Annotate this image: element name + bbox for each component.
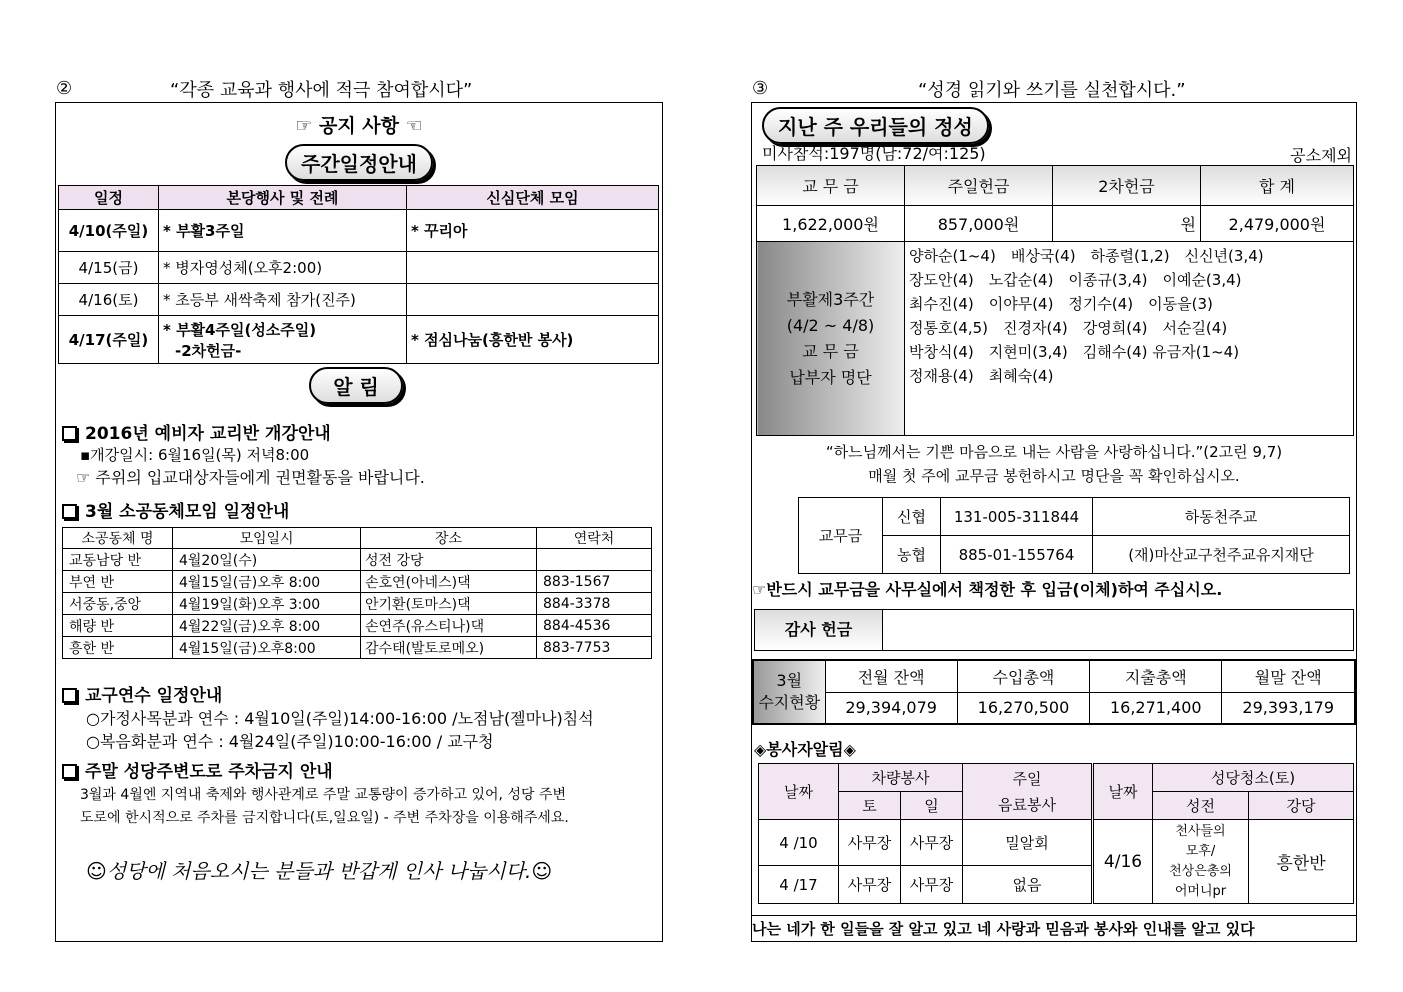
volunteer-table [758, 763, 1354, 904]
vol-drink-header [963, 764, 1093, 820]
section-line: 3월과 4월엔 지역내 축제와 행사관계로 주말 교통량이 증가하고 있어, 성당 주변 [80, 787, 567, 803]
vol-date: 4 /17 [759, 866, 839, 904]
right-panel [751, 102, 1357, 942]
schedule-header: 일정 [59, 186, 159, 210]
finance-header: 수입총액 [957, 660, 1089, 692]
offering-title: 지난 주 우리들의 정성 [762, 107, 989, 144]
community-cell: 감수태(발토로메오) [361, 637, 537, 659]
community-cell: 서중동,중앙 [63, 593, 173, 615]
schedule-date: 4/15(금) [59, 252, 159, 284]
schedule-event-line: -2차헌금- [175, 341, 242, 360]
scripture-quote: “하느님께서는 기쁜 마음으로 내는 사람을 사랑하십니다.”(2고린 9,7) [825, 443, 1283, 461]
thanks-offering-box [754, 609, 1354, 651]
schedule-event-line: * 부활4주일(성소주일) [163, 320, 317, 339]
vol-clean-main-line: 천사들의 [1175, 823, 1226, 839]
thanks-offering-label: 감사 헌금 [755, 610, 883, 650]
bank-account: 885-01-155764 [941, 536, 1093, 574]
donor-line: 박창식(4) 지현미(3,4) 김해수(4) 유금자(1~4) [909, 343, 1240, 361]
community-cell [537, 549, 652, 571]
community-header: 연락처 [537, 528, 652, 549]
section-community-title [62, 497, 289, 522]
bank-account: 131-005-311844 [941, 498, 1093, 536]
donor-label-line: 교 무 금 [802, 341, 859, 361]
vol-drink-header-line: 음료봉사 [998, 795, 1056, 814]
community-cell: 성전 강당 [361, 549, 537, 571]
schedule-group: * 꾸리아 [407, 210, 659, 252]
finance-value: 29,394,079 [825, 692, 957, 724]
vol-car-header: 차량봉사 [839, 764, 963, 792]
vol-clean-main-line: 모후/ [1185, 843, 1216, 859]
vol-drink: 없음 [963, 866, 1093, 904]
community-cell: 손연주(유스티나)댁 [361, 615, 537, 637]
vol-clean-date: 4/16 [1093, 820, 1153, 904]
finance-header: 월말 잔액 [1222, 660, 1355, 692]
vol-sun: 사무장 [901, 866, 963, 904]
bank-note: ☞반드시 교무금을 사무실에서 책정한 후 입금(이체)하여 주십시오. [752, 580, 1223, 599]
offering-header: 주일헌금 [905, 166, 1053, 206]
right-motto: “성경 읽기와 쓰기를 실천합시다.” [918, 80, 1186, 101]
offering-table [756, 165, 1354, 436]
schedule-event: * 부활3주일 [159, 210, 407, 252]
community-cell: 4월19일(화)오후 3:00 [173, 593, 361, 615]
offering-header: 2차헌금 [1053, 166, 1201, 206]
community-cell: 4월20일(수) [173, 549, 361, 571]
vol-sat: 사무장 [839, 866, 901, 904]
vol-hall-header: 강당 [1249, 792, 1354, 820]
community-cell: 흥한 반 [63, 637, 173, 659]
footer-verse: 나는 네가 한 일들을 잘 알고 있고 네 사랑과 믿음과 봉사와 인내를 알고 있다 [752, 915, 1356, 939]
vol-sat: 사무장 [839, 820, 901, 866]
attendance: 미사참석:197명(남:72/여:125) [762, 144, 986, 163]
square-bullet-icon [62, 688, 77, 703]
donor-label [757, 242, 905, 436]
community-cell: 884-3378 [537, 593, 652, 615]
donor-label-line: 부활제3주간 [786, 289, 875, 309]
section-diocese [62, 681, 594, 752]
offering-value: 원 [1053, 206, 1201, 242]
schedule-event: * 병자영성체(오후2:00) [159, 252, 407, 284]
vol-clean-hall: 흥한반 [1249, 820, 1354, 904]
community-cell: 883-1567 [537, 571, 652, 593]
finance-value: 29,393,179 [1222, 692, 1355, 724]
offering-value: 857,000원 [905, 206, 1053, 242]
section-line: ○복음화분과 연수 : 4월24일(주일)10:00-16:00 / 교구청 [86, 732, 494, 751]
community-cell: 교동남당 반 [63, 549, 173, 571]
community-cell: 손호연(아네스)댁 [361, 571, 537, 593]
section-title: 2016년 예비자 교리반 개강안내 [85, 424, 331, 444]
finance-table [752, 659, 1356, 725]
vol-clean-main-line: 어머니pr [1174, 883, 1227, 899]
donor-list [905, 242, 1354, 436]
bank-holder: (재)마산교구천주교유지재단 [1093, 536, 1350, 574]
schedule-group: * 점심나눔(흥한반 봉사) [407, 316, 659, 364]
community-header: 장소 [361, 528, 537, 549]
offering-header: 교 무 금 [757, 166, 905, 206]
bank-holder: 하동천주교 [1093, 498, 1350, 536]
section-catechism [62, 419, 425, 488]
offering-value: 1,622,000원 [757, 206, 905, 242]
section-title: 3월 소공동체모임 일정안내 [85, 502, 290, 522]
reminder: 매월 첫 주에 교무금 봉헌하시고 명단을 꼭 확인하십시오. [868, 467, 1240, 485]
donor-label-line: 납부자 명단 [789, 367, 872, 387]
schedule-header: 신심단체 모임 [407, 186, 659, 210]
finance-label-line: 3월 [776, 671, 803, 690]
community-table [62, 527, 652, 659]
left-panel [55, 102, 663, 942]
community-cell: 부연 반 [63, 571, 173, 593]
alert-title: 알 림 [309, 367, 403, 404]
square-bullet-icon [62, 504, 77, 519]
schedule-date: 4/16(토) [59, 284, 159, 316]
schedule-header: 본당행사 및 전례 [159, 186, 407, 210]
community-cell: 해량 반 [63, 615, 173, 637]
left-motto: “각종 교육과 행사에 적극 참여합시다” [170, 80, 473, 101]
section-parking [62, 757, 569, 827]
vol-date-header: 날짜 [759, 764, 839, 820]
square-bullet-icon [62, 426, 77, 441]
mission-excluded: 공소제외 [1290, 146, 1352, 165]
bank-name: 신협 [883, 498, 941, 536]
section-title: 주말 성당주변도로 주차금지 안내 [85, 762, 333, 782]
schedule-date: 4/10(주일) [59, 210, 159, 252]
section-line: ▪개강일시: 6월16일(목) 저녁8:00 [80, 446, 310, 464]
offering-header: 합 계 [1201, 166, 1354, 206]
offering-value: 2,479,000원 [1201, 206, 1354, 242]
donor-line: 정재용(4) 최혜숙(4) [909, 367, 1054, 385]
finance-label [753, 660, 825, 724]
community-header: 모임일시 [173, 528, 361, 549]
community-cell: 안기환(토마스)댁 [361, 593, 537, 615]
vol-drink-header-line: 주일 [1012, 769, 1042, 788]
vol-clean-header: 성당청소(토) [1153, 764, 1354, 792]
bank-table [798, 497, 1350, 574]
donor-line: 최수진(4) 이야무(4) 정기수(4) 이동을(3) [909, 295, 1213, 313]
vol-sun-header: 일 [901, 792, 963, 820]
bank-name: 농협 [883, 536, 941, 574]
vol-sat-header: 토 [839, 792, 901, 820]
vol-date: 4 /10 [759, 820, 839, 866]
donor-line: 정통호(4,5) 진경자(4) 강영희(4) 서순길(4) [909, 319, 1228, 337]
vol-clean-main [1153, 820, 1249, 904]
notice-title: ☞ 공지 사항 ☜ [295, 115, 423, 137]
donor-line: 양하순(1~4) 배상국(4) 하종렬(1,2) 신신년(3,4) [909, 247, 1264, 265]
weekly-schedule-table [58, 185, 659, 364]
donor-label-line: (4/2 ~ 4/8) [786, 315, 875, 335]
vol-clean-main-line: 천상은총의 [1169, 863, 1232, 879]
finance-label-line: 수지현황 [758, 693, 821, 712]
volunteer-title: ◈봉사자알림◈ [754, 740, 856, 759]
schedule-event: * 초등부 새싹축제 참가(진주) [159, 284, 407, 316]
schedule-event [159, 316, 407, 364]
finance-header: 전월 잔액 [825, 660, 957, 692]
schedule-group [407, 284, 659, 316]
vol-date2-header: 날짜 [1093, 764, 1153, 820]
community-cell: 883-7753 [537, 637, 652, 659]
schedule-group [407, 252, 659, 284]
square-bullet-icon [62, 764, 77, 779]
vol-drink: 밀알회 [963, 820, 1093, 866]
vol-main-header: 성전 [1153, 792, 1249, 820]
schedule-date: 4/17(주일) [59, 316, 159, 364]
community-cell: 884-4536 [537, 615, 652, 637]
weekly-schedule-title: 주간일정안내 [285, 144, 433, 181]
page-number-left: ② [56, 78, 73, 99]
community-cell: 4월15일(금)오후 8:00 [173, 571, 361, 593]
finance-value: 16,271,400 [1090, 692, 1222, 724]
section-title: 교구연수 일정안내 [85, 686, 223, 706]
community-cell: 4월15일(금)오후8:00 [173, 637, 361, 659]
vol-sun: 사무장 [901, 820, 963, 866]
section-line: 도로에 한시적으로 주차를 금지합니다(토,일요일) - 주변 주차장을 이용해주세요. [80, 810, 569, 826]
section-line: ○가정사목분과 연수 : 4월10일(주일)14:00-16:00 /노점남(젤마나)침석 [86, 709, 594, 728]
finance-value: 16,270,500 [957, 692, 1089, 724]
section-line: ☞ 주위의 입교대상자들에게 권면활동을 바랍니다. [76, 468, 425, 487]
donor-line: 장도안(4) 노갑순(4) 이종규(3,4) 이예순(3,4) [909, 271, 1242, 289]
community-header: 소공동체 명 [63, 528, 173, 549]
community-cell: 4월22일(금)오후 8:00 [173, 615, 361, 637]
page-number-right: ③ [752, 78, 769, 99]
greeting: ☺성당에 처음오시는 분들과 반갑게 인사 나눕시다.☺ [86, 859, 553, 883]
bank-label: 교무금 [799, 498, 883, 574]
finance-header: 지출총액 [1090, 660, 1222, 692]
